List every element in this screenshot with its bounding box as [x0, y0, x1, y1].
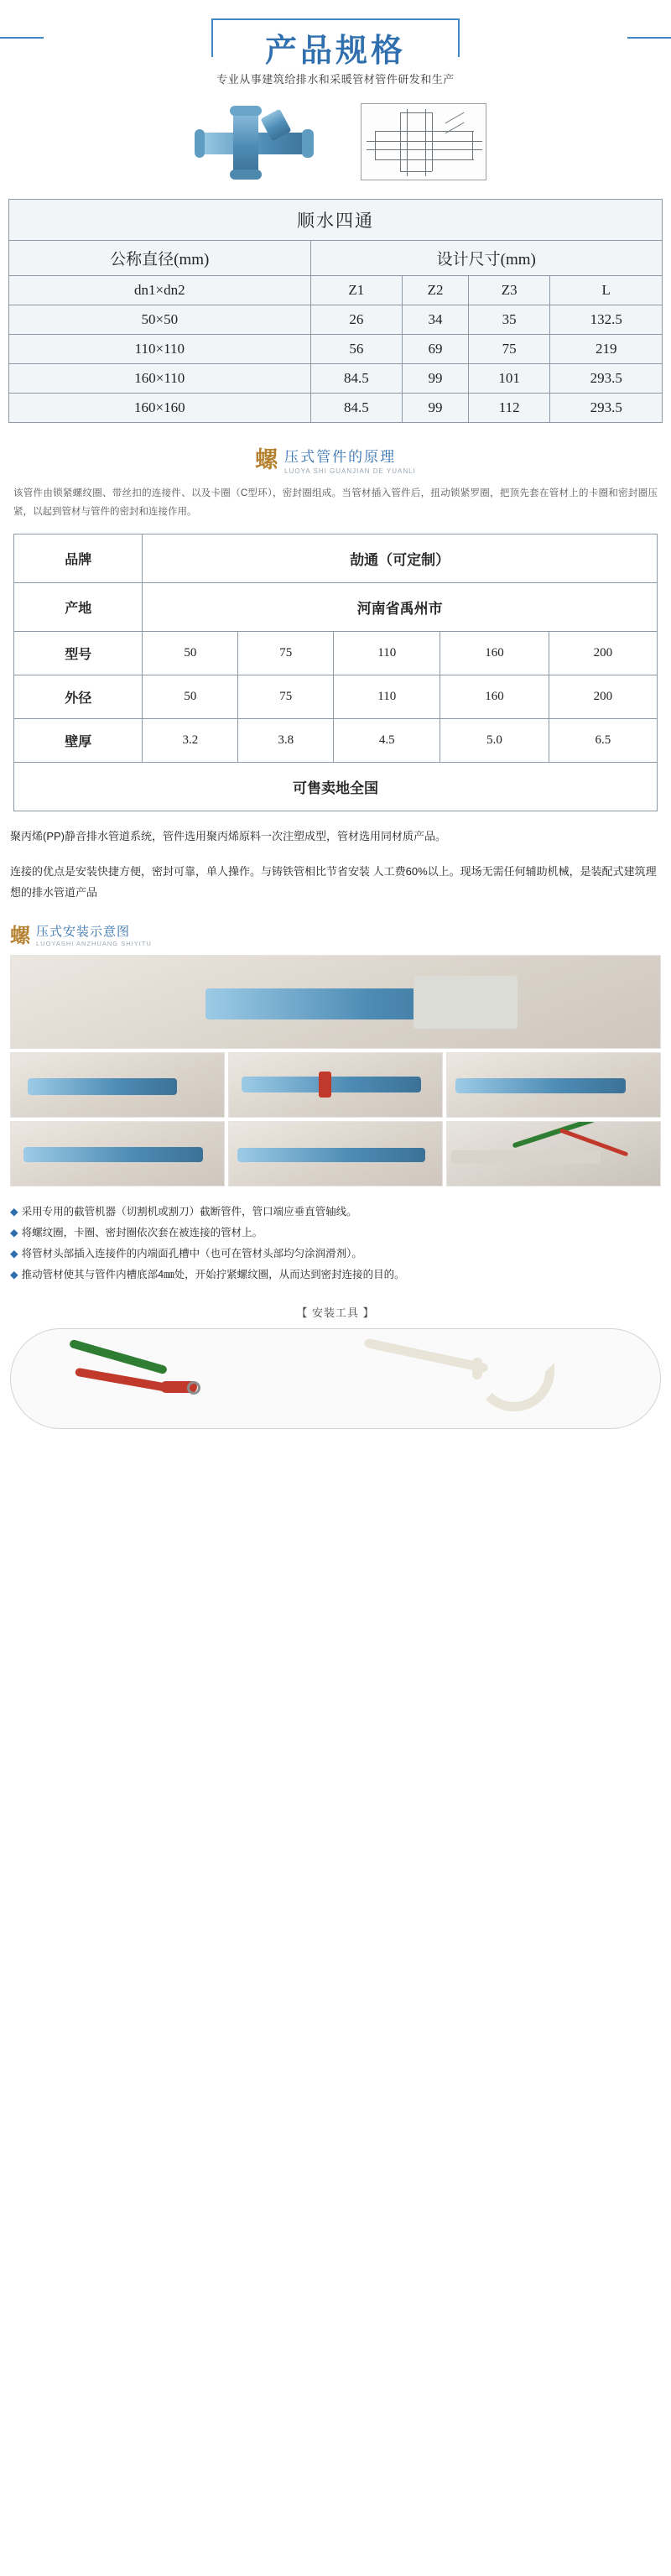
install-photo-row-2: [10, 1052, 661, 1118]
install-photo-2: [10, 1052, 225, 1118]
table-row: [14, 534, 658, 582]
spec-r1-c4: 219: [550, 335, 663, 364]
install-heading-text: [36, 926, 152, 948]
install-photo-3: [228, 1052, 443, 1118]
bullet-icon: ◆: [10, 1268, 18, 1280]
param-table: [13, 534, 658, 811]
bullet-icon: ◆: [10, 1205, 18, 1218]
param-table-wrap: [0, 522, 671, 811]
principle-title-cn: 压式管件的原理: [284, 449, 397, 465]
install-step-1: 采用专用的截管机器（切割机或割刀）截断管件，管口端应垂直管轴线。: [21, 1205, 357, 1218]
param-model-2: 110: [334, 631, 440, 675]
param-model-3: 160: [440, 631, 549, 675]
spec-r2-c1: 84.5: [310, 364, 403, 394]
install-title-cn: 压式安装示意图: [36, 924, 131, 939]
principle-paragraph: 该管件由锁紧螺纹圈、带丝扣的连接件、以及卡圈（C型环），密封圈组成。当管材插入管件后，扭动锁紧罗圈，把顶先套在管材上的卡圈和密封圈压紧，以起到管材与管件的密封和连接作用。: [13, 488, 658, 517]
param-footer: 可售卖地全国: [14, 762, 658, 811]
spec-table-header-row: [9, 241, 663, 276]
spec-col-4: L: [550, 276, 663, 305]
spec-r1-c0: 110×110: [9, 335, 311, 364]
param-label-model: 型号: [14, 631, 143, 675]
param-th-1: 3.8: [238, 718, 334, 762]
spec-r2-c0: 160×110: [9, 364, 311, 394]
spec-columns-row: [9, 276, 663, 305]
spec-r3-c3: 112: [468, 394, 550, 423]
param-od-2: 110: [334, 675, 440, 718]
drawing-lines: [367, 109, 481, 175]
principle-heading: [0, 445, 671, 475]
install-heading: [0, 926, 671, 948]
spec-r3-c1: 84.5: [310, 394, 403, 423]
spec-col-1: Z1: [310, 276, 403, 305]
spec-table-title: 顺水四通: [9, 200, 663, 241]
tools-image-box: [10, 1328, 661, 1429]
install-steps: [0, 1190, 671, 1285]
spec-r0-c3: 35: [468, 305, 550, 335]
param-label-od: 外径: [14, 675, 143, 718]
param-od-3: 160: [440, 675, 549, 718]
hero-section: [0, 0, 671, 91]
hero-rule-left: [0, 37, 44, 39]
list-item: [10, 1223, 661, 1244]
install-photo-6: [228, 1121, 443, 1186]
hero-title-wrap: [0, 18, 671, 69]
table-row: [14, 718, 658, 762]
table-row: [14, 582, 658, 631]
spec-r2-c4: 293.5: [550, 364, 663, 394]
tools-title: 【 安装工具 】: [296, 1306, 375, 1319]
install-photo-4: [446, 1052, 661, 1118]
list-item: [10, 1265, 661, 1285]
install-photo-5: [10, 1121, 225, 1186]
spec-header-left: 公称直径(mm): [9, 241, 311, 276]
spec-r1-c3: 75: [468, 335, 550, 364]
spec-table-wrap: [0, 194, 671, 423]
param-label-brand: 品牌: [14, 534, 143, 582]
product-drawing: [361, 103, 486, 180]
table-row: [9, 394, 663, 423]
param-od-0: 50: [143, 675, 238, 718]
spec-r0-c4: 132.5: [550, 305, 663, 335]
param-th-2: 4.5: [334, 718, 440, 762]
page-title: 产品规格: [260, 32, 411, 70]
bullet-icon: ◆: [10, 1247, 18, 1259]
principle-heading-text: [284, 445, 416, 475]
list-item: [10, 1244, 661, 1265]
install-step-4: 推动管材使其与管件内槽底部4㎜处，开始拧紧螺纹圈，从而达到密封连接的目的。: [21, 1268, 405, 1280]
table-row: [14, 631, 658, 675]
description-paragraph-2: 连接的优点是安装快捷方便，密封可靠，单人操作。与铸铁管相比节省安装 人工费60%以上。现场无需任何辅助机械，是装配式建筑理想的排水管道产品: [10, 865, 657, 900]
spec-col-0: dn1×dn2: [9, 276, 311, 305]
spec-r2-c3: 101: [468, 364, 550, 394]
param-od-4: 200: [549, 675, 657, 718]
spec-table: [8, 199, 663, 423]
install-photo-1: [10, 955, 661, 1049]
table-row: [14, 762, 658, 811]
luo-badge-icon-install: 螺: [10, 926, 30, 948]
param-model-4: 200: [549, 631, 657, 675]
install-title-en: LUOYASHI ANZHUANG SHIYITU: [36, 940, 152, 948]
luo-badge-icon: 螺: [255, 446, 278, 472]
spec-r0-c1: 26: [310, 305, 403, 335]
hook-wrench-icon: [363, 1344, 581, 1416]
table-row: [9, 364, 663, 394]
description-paragraph-1: 聚丙烯(PP)静音排水管道系统，管件选用聚丙烯原料一次注塑成型，管材选用同材质产品。: [10, 829, 447, 842]
product-photo: [185, 104, 327, 180]
param-model-1: 75: [238, 631, 334, 675]
spec-r3-c4: 293.5: [550, 394, 663, 423]
spec-r3-c2: 99: [403, 394, 469, 423]
spec-header-right: 设计尺寸(mm): [310, 241, 662, 276]
principle-title-en: LUOYA SHI GUANJIAN DE YUANLI: [284, 467, 416, 475]
spec-r3-c0: 160×160: [9, 394, 311, 423]
install-photo-row-1: [10, 955, 661, 1049]
param-value-origin: 河南省禹州市: [143, 582, 658, 631]
install-photo-grid: [0, 948, 671, 1186]
param-model-0: 50: [143, 631, 238, 675]
install-photo-row-3: [10, 1121, 661, 1186]
param-od-1: 75: [238, 675, 334, 718]
spec-r1-c1: 56: [310, 335, 403, 364]
spec-r2-c2: 99: [403, 364, 469, 394]
hero-rule-right: [627, 37, 671, 39]
spec-table-title-row: [9, 200, 663, 241]
bullet-icon: ◆: [10, 1226, 18, 1238]
install-step-2: 将螺纹圈，卡圈、密封圈依次套在被连接的管材上。: [21, 1226, 263, 1238]
hero-title-box: [211, 18, 460, 69]
table-row: [14, 675, 658, 718]
param-label-thickness: 壁厚: [14, 718, 143, 762]
param-value-brand: 劼通（可定制）: [143, 534, 658, 582]
strap-wrench-icon: [61, 1348, 212, 1415]
spec-col-2: Z2: [403, 276, 469, 305]
product-images: [0, 103, 671, 180]
spec-r0-c2: 34: [403, 305, 469, 335]
install-photo-7: [446, 1121, 661, 1186]
param-label-origin: 产地: [14, 582, 143, 631]
param-th-0: 3.2: [143, 718, 238, 762]
table-row: [9, 305, 663, 335]
hero-subtitle: 专业从事建筑给排水和采暖管材管件研发和生产: [216, 73, 455, 86]
spec-r0-c0: 50×50: [9, 305, 311, 335]
spec-col-3: Z3: [468, 276, 550, 305]
param-th-3: 5.0: [440, 718, 549, 762]
table-row: [9, 335, 663, 364]
list-item: [10, 1202, 661, 1223]
install-step-3: 将管材头部插入连接件的内端面孔槽中（也可在管材头部均匀涂润滑剂）。: [21, 1247, 362, 1259]
spec-r1-c2: 69: [403, 335, 469, 364]
param-th-4: 6.5: [549, 718, 657, 762]
